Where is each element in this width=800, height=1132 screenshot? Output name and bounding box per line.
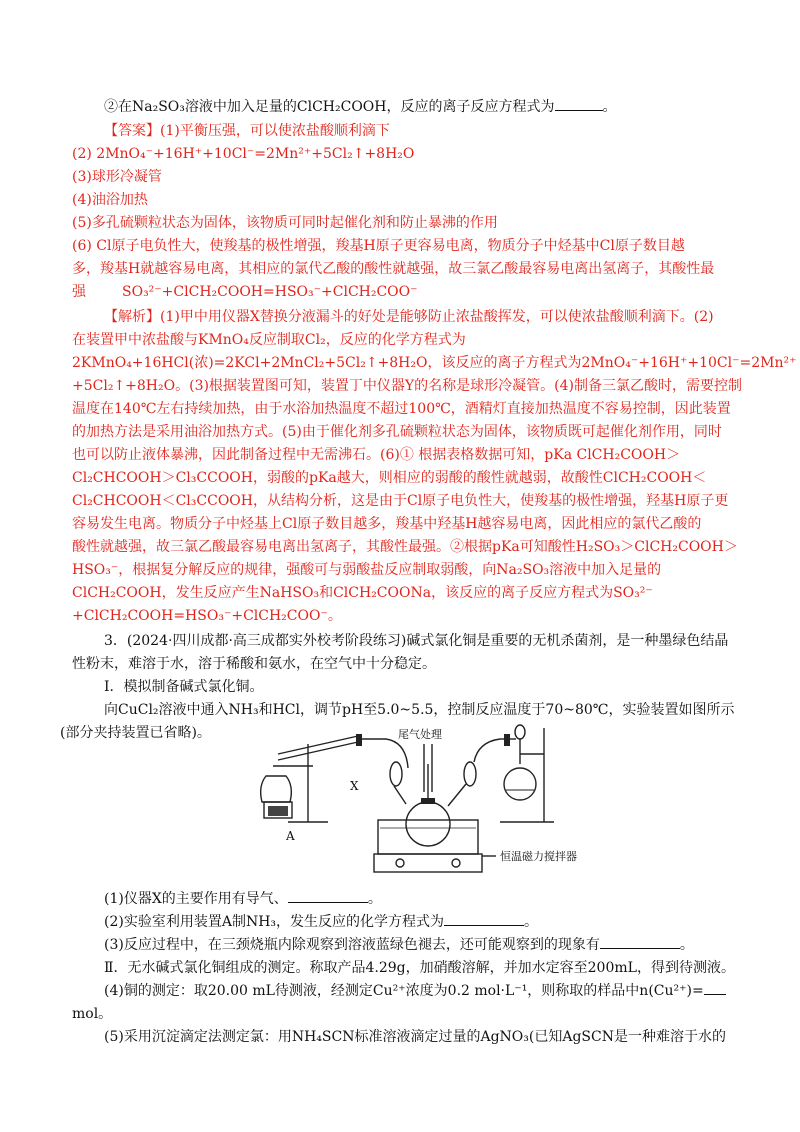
answer-line-1: 【答案】(1)平衡压强，可以使浓盐酸顺利滴下: [104, 123, 390, 139]
answer-line-6d: SO₃²⁻+ClCH₂COOH=HSO₃⁻+ClCH₂COO⁻: [122, 284, 418, 300]
analysis-line-9: Cl₂CHCOOH＜Cl₃CCOOH，从结构分析，这是由于Cl原子电负性大，使羧基的极性增强，羟基H原子更: [72, 493, 729, 509]
answer-line-4: (4)油浴加热: [72, 192, 148, 208]
sub-question-2: (2)实验室利用装置A制NH₃，发生反应的化学方程式为 。: [104, 911, 538, 933]
sub-question-3: (3)反应过程中，在三颈烧瓶内除观察到溶液蓝绿色褪去，还可能观察到的现象有 。: [104, 934, 694, 956]
answer-blank: [555, 96, 603, 111]
analysis-line-3: 2KMnO₄+16HCl(浓)=2KCl+2MnCl₂+5Cl₂↑+8H₂O，该反应的离子方程式为2MnO₄⁻+16H⁺+10Cl⁻=2Mn²⁺: [72, 355, 797, 371]
analysis-line-13: ClCH₂COOH，发生反应产生NaHSO₃和ClCH₂COONa，该反应的离子反应方程式为SO₃²⁻: [72, 585, 653, 601]
answer-line-6a: (6) Cl原子电负性大，使羧基的极性增强，羧基H原子更容易电离，物质分子中烃基中Cl原子数目越: [72, 238, 685, 254]
label-a: A: [286, 829, 295, 843]
analysis-line-2: 在装置甲中浓盐酸与KMnO₄反应制取Cl₂，反应的化学方程式为: [72, 332, 466, 348]
analysis-line-8: Cl₂CHCOOH＞Cl₃CCOOH，弱酸的pKa越大，则相应的弱酸的酸性就越弱，故酸性ClCH₂COOH＜: [72, 470, 707, 486]
sub-question-4: (4)铜的测定：取20.00 mL待测液，经测定Cu²⁺浓度为0.2 mol·L⁻¹，则称取的样品中n(Cu²⁺)=: [104, 980, 726, 1002]
answer-line-6b: 多，羧基H就越容易电离，其相应的氯代乙酸的酸性就越强，故三氯乙酸最容易电离出氢离子，其酸性最: [72, 261, 715, 277]
question-item-2: ②在Na₂SO₃溶液中加入足量的ClCH₂COOH，反应的离子反应方程式为 。: [104, 96, 617, 118]
analysis-line-10: 容易发生电离。物质分子中烃基上Cl原子数目越多，羧基中羟基H越容易电离，因此相应的氯代乙酸的: [72, 516, 702, 532]
question-3-line-1: 3．(2024·四川成都·高三成都实外校考阶段练习)碱式氯化铜是重要的无机杀菌剂，是一种墨绿色结晶: [104, 633, 729, 649]
label-stirrer: 恒温磁力搅拌器: [500, 850, 577, 863]
analysis-line-12: HSO₃⁻，根据复分解反应的规律，强酸可与弱酸盐反应制取弱酸，向Na₂SO₃溶液中加入足量的: [72, 562, 662, 578]
answer-blank: [288, 888, 368, 903]
answer-blank: [444, 911, 524, 926]
analysis-line-7: 也可以防止液体暴沸，因此制备过程中无需沸石。(6)① 根据表格数据可知，pKa ClCH₂COOH＞: [72, 447, 681, 463]
analysis-line-1: 【解析】(1)甲中用仪器X替换分液漏斗的好处是能够防止浓盐酸挥发，可以使浓盐酸顺利滴下。(2): [104, 309, 714, 325]
analysis-line-11: 酸性就越强，故三氯乙酸最容易电离出氢离子，其酸性最强。②根据pKa可知酸性H₂SO₃＞ClCH₂COOH＞: [72, 539, 738, 555]
sub-question-4-unit: mol。: [72, 1006, 113, 1022]
answer-line-3: (3)球形冷凝管: [72, 169, 162, 185]
answer-line-2: (2) 2MnO₄⁻+16H⁺+10Cl⁻=2Mn²⁺+5Cl₂↑+8H₂O: [72, 146, 415, 162]
procedure-line-1: 向CuCl₂溶液中通入NH₃和HCl，调节pH至5.0~5.5，控制反应温度于70~80℃，实验装置如图所示: [104, 702, 735, 718]
procedure-line-2: (部分夹持装置已省略)。: [60, 725, 211, 741]
question-3-line-2: 性粉末，难溶于水，溶于稀酸和氨水，在空气中十分稳定。: [72, 656, 436, 672]
sub-question-1: (1)仪器X的主要作用有导气、 。: [104, 888, 382, 910]
answer-line-5: (5)多孔硫颗粒状态为固体，该物质可同时起催化剂和防止暴沸的作用: [72, 215, 498, 231]
label-x: X: [350, 779, 359, 793]
part-2-heading: Ⅱ．无水碱式氯化铜组成的测定。称取产品4.29g，加硝酸溶解，并加水定容至200mL，得到待测液。: [104, 960, 735, 976]
analysis-line-6: 的加热方法是采用油浴加热方式。(5)由于催化剂多孔硫颗粒状态为固体，该物质既可起催化剂作用，同时: [72, 424, 722, 440]
apparatus-diagram: [238, 724, 628, 884]
label-tail-gas: 尾气处理: [398, 728, 442, 741]
analysis-line-4: +5Cl₂↑+8H₂O。(3)根据装置图可知，装置丁中仪器Y的名称是球形冷凝管。(4)制备三氯乙酸时，需要控制: [72, 378, 743, 394]
analysis-line-14: +ClCH₂COOH=HSO₃⁻+ClCH₂COO⁻。: [72, 608, 342, 624]
sub-question-5: (5)采用沉淀滴定法测定氯：用NH₄SCN标准溶液滴定过量的AgNO₃(已知AgSCN是一种难溶于水的: [104, 1029, 726, 1045]
answer-blank: [704, 980, 726, 995]
answer-blank: [600, 934, 680, 949]
analysis-line-5: 温度在140℃左右持续加热，由于水浴加热温度不超过100℃，酒精灯直接加热温度不容易控制，因此装置: [72, 401, 731, 417]
part-1-heading: Ⅰ．模拟制备碱式氯化铜。: [104, 679, 264, 695]
answer-line-6c: 强: [72, 284, 86, 300]
